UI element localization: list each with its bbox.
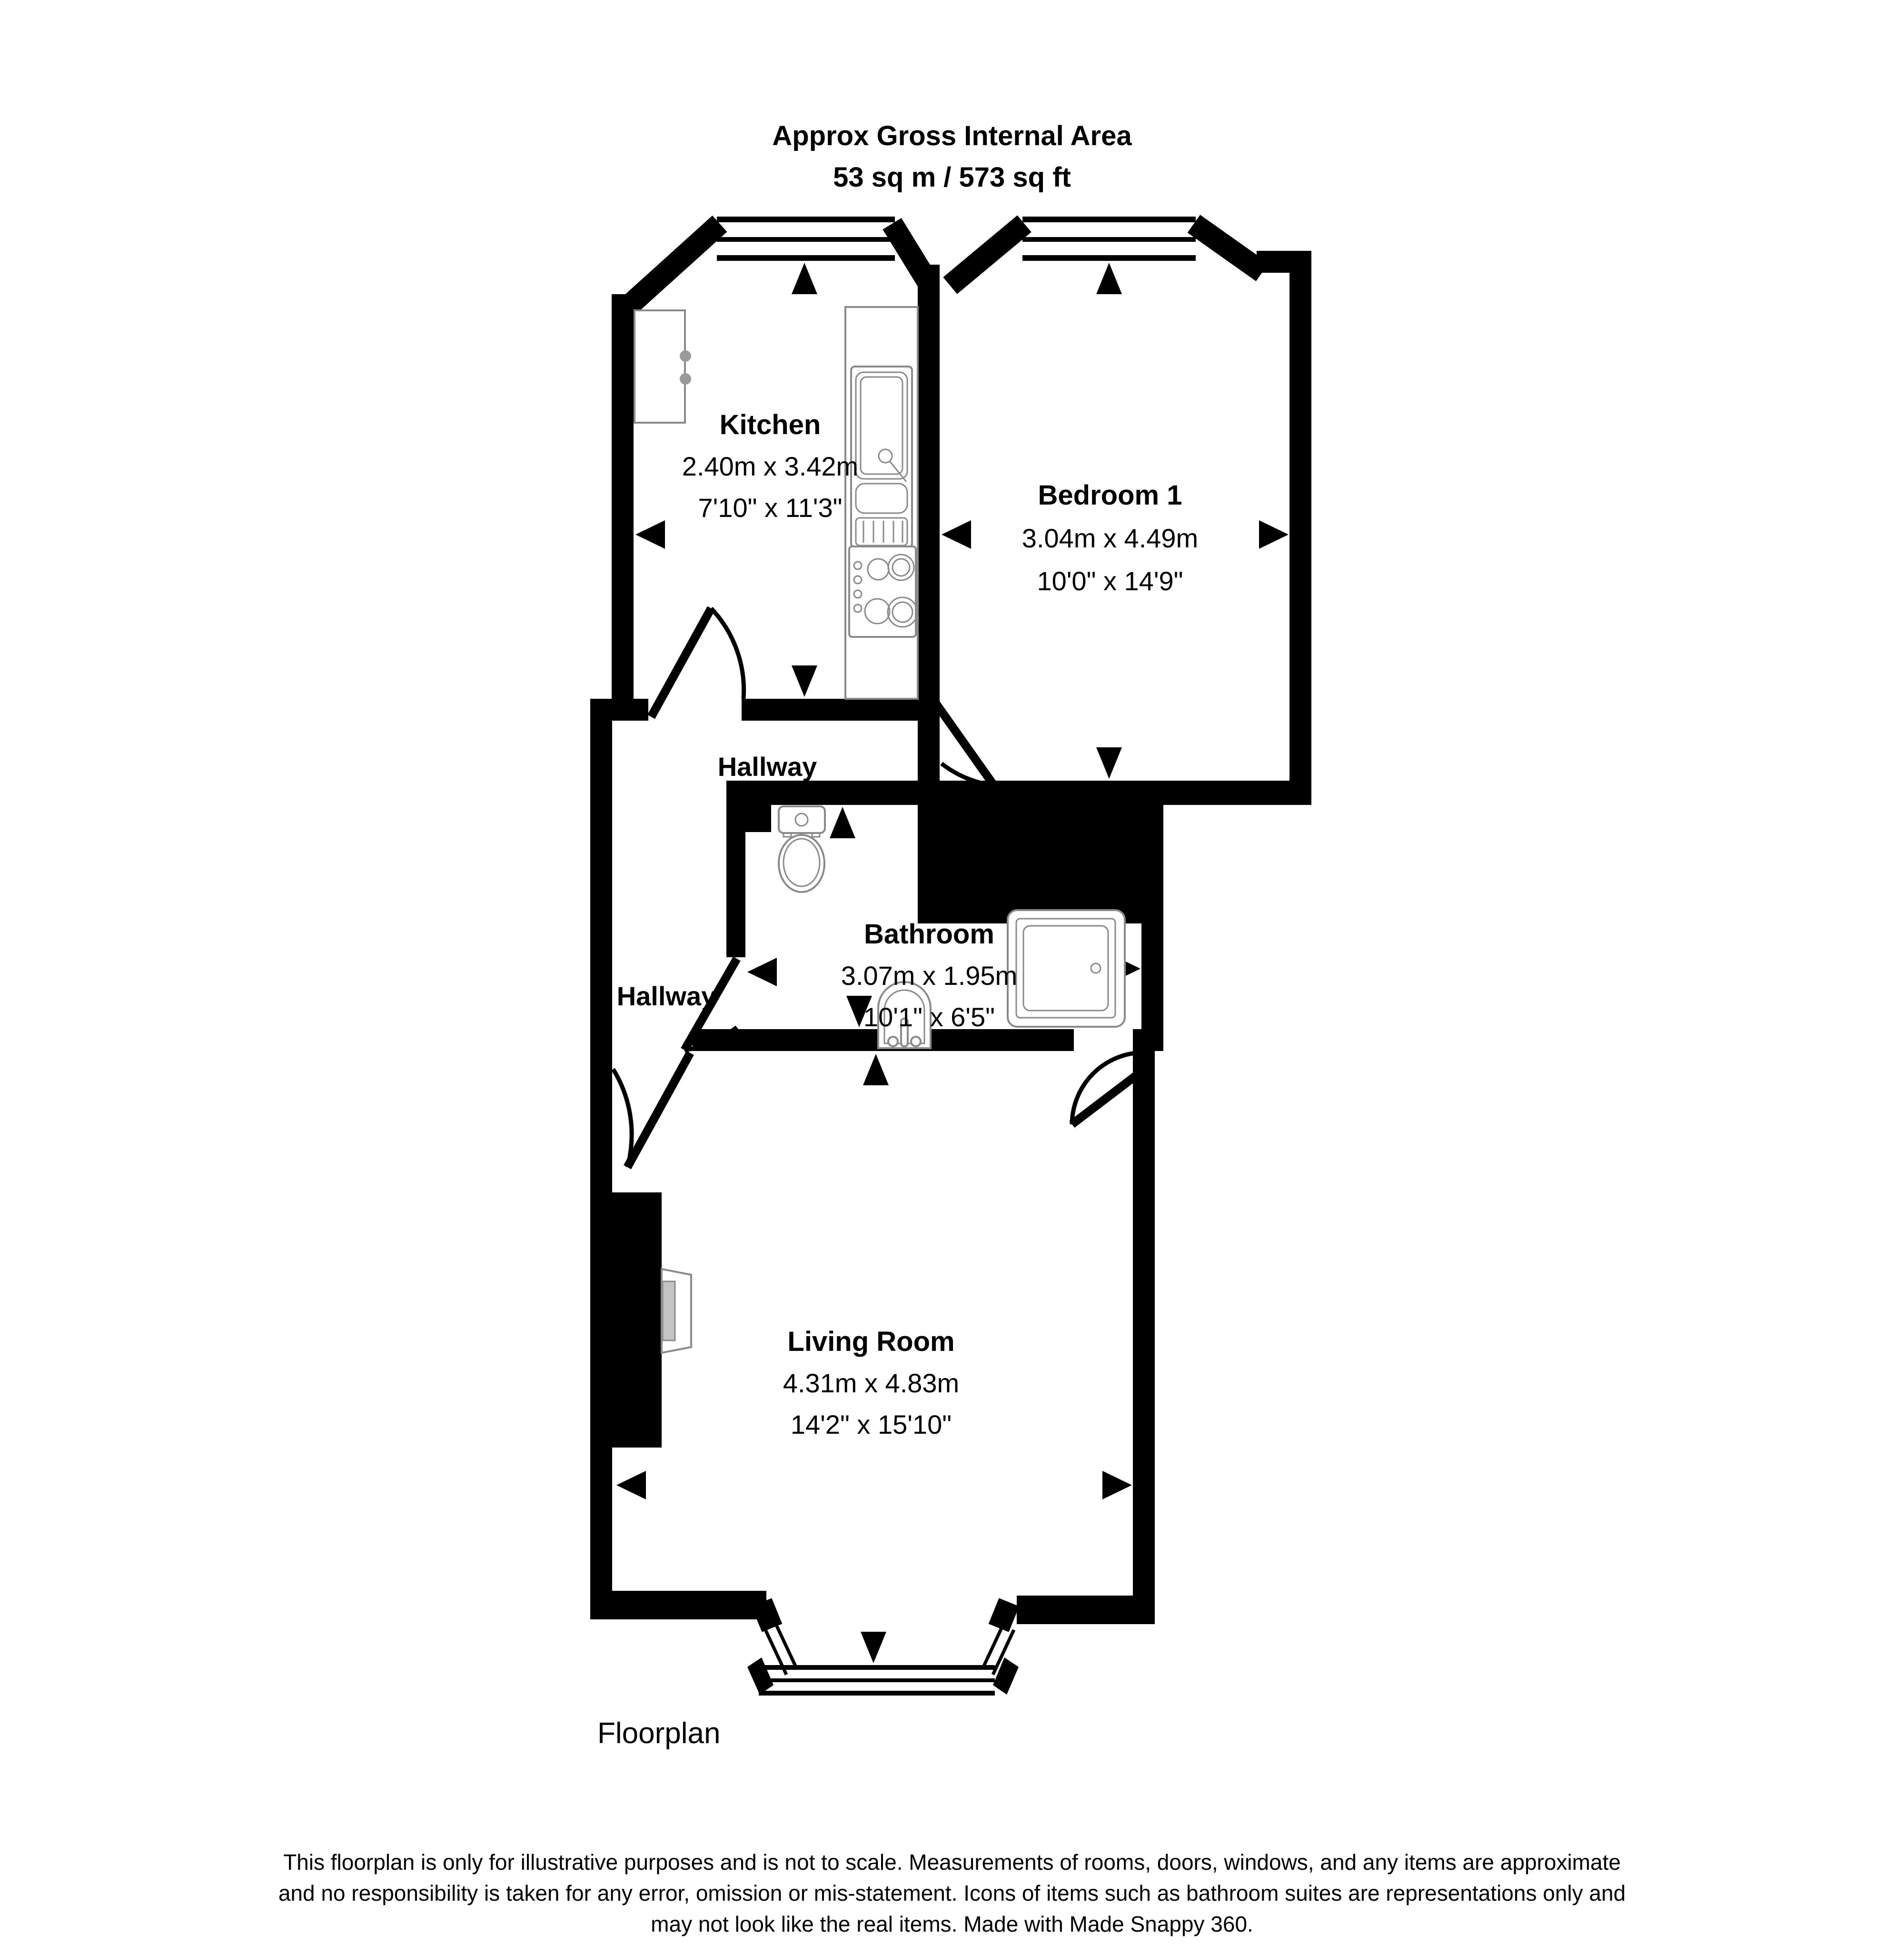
kitchen-arrow-left-icon: [635, 520, 665, 549]
living-arrow-down-icon: [861, 1632, 886, 1663]
living-arrow-left-icon: [616, 1471, 646, 1499]
wall-kitchen-bottom-left: [634, 699, 648, 721]
kitchen-metric: 2.40m x 3.42m: [682, 451, 859, 481]
hallway-top-label: Hallway: [717, 752, 817, 782]
wall-bay-left-foot: [747, 1657, 774, 1695]
wall-chamfer-bedroom-left: [950, 224, 1024, 286]
chimney-breast: [612, 1192, 662, 1448]
counter-knob-icon: [680, 350, 691, 362]
bedroom-arrow-down-icon: [1096, 747, 1122, 779]
living-arrow-right-icon: [1102, 1471, 1132, 1499]
shower-icon: [1008, 910, 1125, 1027]
wall-living-bottom-right: [1017, 1596, 1155, 1624]
bedroom-name: Bedroom 1: [1038, 480, 1182, 511]
floorplan-caption: Floorplan: [597, 1717, 721, 1750]
kitchen-arrow-down-icon: [792, 665, 817, 697]
living-name: Living Room: [787, 1326, 955, 1357]
walls: [590, 224, 1311, 1695]
bedroom-arrow-up-icon: [1096, 263, 1122, 294]
living-arrow-up-icon: [863, 1054, 889, 1085]
bathroom-label: [841, 919, 1017, 1032]
wall-kitchen-bottom-right: [742, 699, 918, 721]
bathroom-metric: 3.07m x 1.95m: [841, 961, 1018, 991]
kitchen-name: Kitchen: [719, 409, 821, 440]
gross-internal-area-title: Approx Gross Internal Area: [772, 120, 1132, 151]
bedroom-metric: 3.04m x 4.49m: [1021, 523, 1199, 553]
bedroom-imperial: 10'0" x 14'9": [1037, 566, 1183, 596]
wall-kitchen-left: [612, 294, 634, 721]
wall-living-right: [1133, 1029, 1155, 1624]
bathroom-name: Bathroom: [864, 919, 994, 950]
bathroom-imperial: 10'1" x 6'5": [863, 1002, 995, 1032]
toilet-icon: [779, 806, 825, 892]
wall-bathroom-corner: [726, 781, 771, 832]
living-room-label: [783, 1326, 959, 1439]
wall-left-lower: [590, 699, 612, 1619]
gross-internal-area-value: 53 sq m / 573 sq ft: [833, 162, 1071, 193]
living-metric: 4.31m x 4.83m: [783, 1368, 960, 1398]
kitchen-label: [682, 409, 858, 523]
kitchen-imperial: 7'10" x 11'3": [698, 493, 843, 523]
hallway-left-label: Hallway: [616, 981, 716, 1011]
bedroom-window-icon: [1022, 217, 1196, 261]
kitchen-arrow-up-icon: [792, 263, 817, 294]
hallway-living-door-icon: [613, 1053, 690, 1167]
bathroom-arrow-left-icon: [747, 958, 777, 986]
disclaimer-line-1: This floorplan is only for illustrative purposes and is not to scale. Measurements of rooms, doors, windows, and any items are approximate: [283, 1850, 1621, 1875]
hob-icon: [849, 546, 917, 637]
kitchen-counter-left-icon: [635, 310, 685, 423]
living-imperial: 14'2" x 15'10": [790, 1409, 952, 1439]
wall-bay-left-stub: [762, 1602, 772, 1628]
living-top-door-icon: [1072, 1053, 1136, 1124]
counter-knob-icon: [680, 373, 691, 385]
kitchen-window-icon: [717, 217, 895, 261]
wall-bathroom-right: [1141, 781, 1163, 1051]
bay-window-icon: [759, 1624, 1014, 1696]
bedroom-arrow-right-icon: [1259, 520, 1289, 549]
footer: [278, 1717, 1626, 1936]
wall-chamfer-kitchen-right: [892, 224, 928, 282]
wall-living-bottom-left: [590, 1591, 766, 1619]
fireplace-icon: [662, 1269, 691, 1353]
wall-chamfer-bedroom-right: [1194, 224, 1262, 272]
header: [772, 120, 1132, 193]
bedroom-label: [1022, 480, 1198, 596]
void-block: [918, 781, 1163, 923]
wall-kitchen-bedroom: [918, 265, 940, 805]
bedroom-arrow-left-icon: [942, 520, 971, 549]
wall-bedroom-right: [1289, 257, 1311, 805]
wall-bay-right-stub: [999, 1602, 1009, 1628]
disclaimer-line-2: and no responsibility is taken for any error, omission or mis-statement. Icons of items such as bathroom suites are representations only and: [278, 1881, 1626, 1905]
wall-chamfer-kitchen-left: [622, 224, 720, 312]
kitchen-door-icon: [651, 608, 744, 717]
bathroom-arrow-up-icon: [830, 807, 855, 838]
sink-icon: [851, 367, 912, 547]
disclaimer-line-3: may not look like the real items. Made with Made Snappy 360.: [651, 1912, 1253, 1936]
